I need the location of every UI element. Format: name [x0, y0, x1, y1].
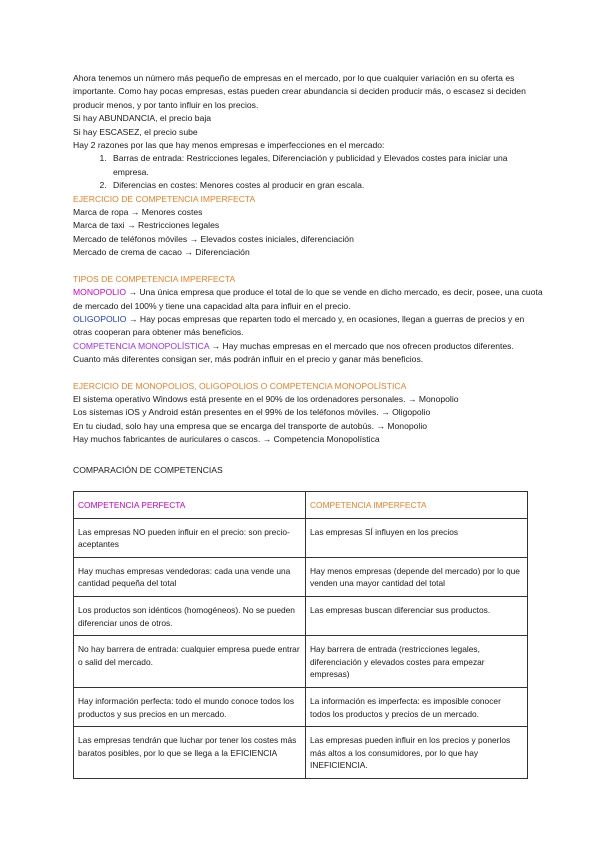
exercise2-line: Los sistemas iOS y Android están presentes en el 99% de los teléfonos móviles. → Oligopolio — [73, 407, 431, 418]
exercise1-title: EJERCICIO DE COMPETENCIA IMPERFECTA — [73, 193, 256, 204]
table-cell: Hay información perfecta: todo el mundo conoce todos los productos y sus precios en un mercado. — [74, 687, 306, 726]
types-title: TIPOS DE COMPETENCIA IMPERFECTA — [73, 273, 236, 284]
comparison-table — [73, 491, 528, 779]
table-cell: Hay menos empresas (depende del mercado) por lo que venden una mayor cantidad del total — [306, 557, 528, 596]
monopolistica-term: COMPETENCIA MONOPOLÍSTICA — [73, 340, 210, 351]
table-cell: La información es imperfecta: es imposible conocer todos los productos y precios de un mercado. — [306, 687, 528, 726]
table-cell: Las empresas buscan diferenciar sus productos. — [306, 596, 528, 635]
monopolistica-extra: Cuanto más diferentes consigan ser, más podrán influir en el precio y ganar más beneficios. — [73, 354, 424, 365]
comparison-title: COMPARACIÓN DE COMPETENCIAS — [73, 464, 223, 475]
monopolistica-text: → Hay muchas empresas en el mercado que nos ofrecen productos diferentes. — [209, 340, 514, 351]
oligopolio-definition — [73, 313, 543, 340]
exercise1-line: Mercado de teléfonos móviles → Elevados costes iniciales, diferenciación — [73, 233, 354, 244]
table-row — [74, 518, 528, 557]
table-row — [74, 727, 528, 779]
oligopolio-term: OLIGOPOLIO — [73, 313, 127, 324]
abundance-line: Si hay ABUNDANCIA, el precio baja — [73, 113, 212, 124]
list-item: 1. Barras de entrada: Restricciones legales, Diferenciación y publicidad y Elevados costes para iniciar una empresa. — [109, 152, 543, 179]
table-header-row — [74, 491, 528, 518]
list-item: 2. Diferencias en costes: Menores costes al producir en gran escala. — [109, 179, 543, 192]
header-perfect: COMPETENCIA PERFECTA — [74, 491, 306, 518]
exercise1-line: Marca de taxi → Restricciones legales — [73, 220, 220, 231]
table-row — [74, 557, 528, 596]
table-cell: Las empresas pueden influir en los precios y ponerlos más altos a los consumidores, por lo que hay INEFICIENCIA. — [306, 727, 528, 779]
table-cell: Los productos son idénticos (homogéneos). No se pueden diferenciar unos de otros. — [74, 596, 306, 635]
exercise2-line: Hay muchos fabricantes de auriculares o cascos. → Competencia Monopolística — [73, 434, 380, 445]
table-cell: No hay barrera de entrada: cualquier empresa puede entrar o salid del mercado. — [74, 636, 306, 688]
reasons-list — [73, 152, 543, 192]
monopolio-text: → Una única empresa que produce el total de lo que se vende en dicho mercado, es decir, posee, una cuota de mercado del 100% y tiene una capacidad alta para influir en el precio. — [73, 287, 543, 311]
table-row — [74, 687, 528, 726]
exercise1-line: Mercado de crema de cacao → Diferenciación — [73, 247, 250, 258]
exercise2-title: EJERCICIO DE MONOPOLIOS, OLIGOPOLIOS O COMPETENCIA MONOPOLÍSTICA — [73, 380, 407, 391]
exercise2-line: El sistema operativo Windows está presente en el 90% de los ordenadores personales. → Monopolio — [73, 393, 459, 404]
oligopolio-text: → Hay pocas empresas que reparten todo el mercado y, en ocasiones, llegan a guerras de precios y en otras cooperan para obtener más beneficios. — [73, 313, 525, 338]
table-row — [74, 596, 528, 635]
exercise1-line: Marca de ropa → Menores costes — [73, 207, 203, 218]
document-body — [73, 72, 543, 779]
table-cell: Hay muchas empresas vendedoras: cada una vende una cantidad pequeña del total — [74, 557, 306, 596]
table-cell: Hay barrera de entrada (restricciones legales, diferenciación y elevados costes para empezar empresas) — [306, 636, 528, 688]
table-cell: Las empresas tendrán que luchar por tener los costes más baratos posibles, por lo que se llega a la EFICIENCIA — [74, 727, 306, 779]
reasons-line: Hay 2 razones por las que hay menos empresas e imperfecciones en el mercado: — [73, 140, 385, 151]
table-row — [74, 636, 528, 688]
monopolio-term: MONOPOLIO — [73, 287, 127, 298]
header-imperfect: COMPETENCIA IMPERFECTA — [306, 491, 528, 518]
exercise2-line: En tu ciudad, solo hay una empresa que se encarga del transporte de autobús. → Monopolio — [73, 420, 428, 431]
intro-paragraph: Ahora tenemos un número más pequeño de empresas en el mercado, por lo que cualquier variación en su oferta es importante. Como hay pocas empresas, estas pueden crear abundancia si deciden producir más, o escasez si deciden producir menos, y por tanto influir en los precios. — [73, 73, 526, 110]
table-cell: Las empresas NO pueden influir en el precio: son precio-aceptantes — [74, 518, 306, 557]
monopolio-definition — [73, 286, 543, 313]
table-cell: Las empresas SÍ influyen en los precios — [306, 518, 528, 557]
monopolistica-definition — [73, 340, 543, 353]
scarcity-line: Si hay ESCASEZ, el precio sube — [73, 126, 198, 137]
